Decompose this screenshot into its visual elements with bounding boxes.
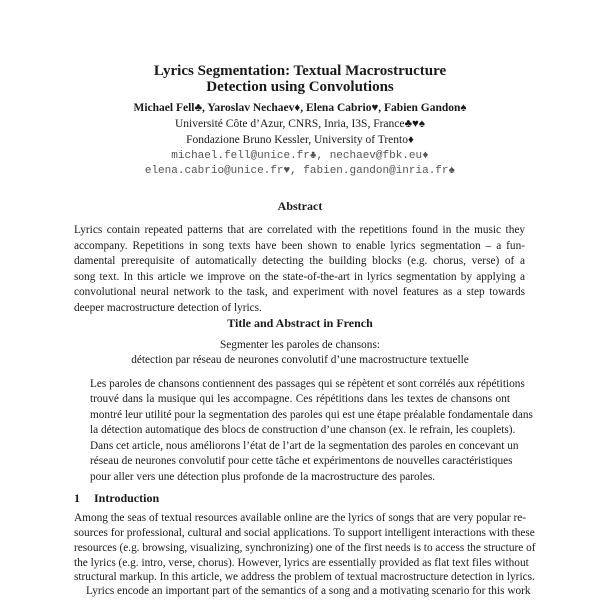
french-abstract-line: montré leur utilité pour la segmentation des paroles qui est une étape préalable fondamentale dans	[90, 409, 533, 421]
emails-line-1: michael.fell@unice.fr♣, nechaev@fbk.eu♦	[171, 150, 429, 162]
french-abstract-line: réseau de neurones convolutif pour cette tâche et expérimentons de nouvelles caractéristiques	[90, 455, 513, 467]
abstract-line: convolutional neural network to the task, and experiment with novel features as a step towards	[74, 286, 525, 298]
intro-line: resources (e.g. browsing, visualizing, synchronizing) one of the first needs is to access the structure of	[74, 542, 536, 554]
authors: Michael Fell♣, Yaroslav Nechaev♦, Elena Cabrio♥, Fabien Gandon♠	[133, 102, 467, 114]
affiliation-2: Fondazione Bruno Kessler, University of Trento♦	[186, 134, 414, 146]
section-title: Introduction	[94, 491, 160, 505]
abstract-line: song text. In this article we improve on the state-of-the-art in lyrics segmentation by applying a	[74, 271, 525, 283]
french-abstract-line: Dans cet article, nous améliorons l’état de l’art de la segmentation des paroles en concevant un	[90, 440, 519, 452]
abstract-heading: Abstract	[277, 199, 323, 213]
emails-line-2: elena.cabrio@unice.fr♥, fabien.gandon@inria.fr♠	[144, 165, 456, 177]
french-abstract-line: trouvé dans la musique qui les accompagne. Ces répétitions dans les textes de chansons ont	[90, 393, 510, 405]
intro-line: sources for professional, cultural and social applications. To support intelligent interactions with these	[74, 527, 535, 539]
section-number: 1	[74, 491, 80, 505]
abstract-line: deeper macrostructure detection of lyrics.	[74, 302, 262, 314]
intro-line: the lyrics (e.g. intro, verse, chorus). However, lyrics are essentially provided as flat text files without	[74, 557, 529, 569]
french-abstract-line: la détection automatique des blocs de construction d’une chanson (ex. le refrain, les couplets).	[90, 424, 516, 436]
french-abstract-line: pour aller vers une détection plus profonde de la macrostructure des paroles.	[90, 471, 436, 483]
intro-line: structural markup. In this article, we address the problem of textual macrostructure detection in lyrics.	[74, 571, 535, 583]
abstract-line: Lyrics contain repeated patterns that are correlated with the repetitions found in the music they	[74, 224, 525, 236]
abstract-line: accompany. Repetitions in song texts have been shown to enable lyrics segmentation – a fun-	[74, 240, 525, 252]
intro-line: Among the seas of textual resources available online are the lyrics of songs that are very popular re-	[74, 512, 527, 524]
section-heading-introduction	[74, 491, 159, 506]
abstract-line: damental prerequisite of automatically detecting the building blocks (e.g. chorus, verse) of a	[74, 255, 525, 267]
paper-title-line-1: Lyrics Segmentation: Textual Macrostructure	[153, 63, 447, 79]
affiliation-1: Université Côte d’Azur, CNRS, Inria, I3S, France♣♥♠	[175, 118, 425, 130]
french-title-line-2: détection par réseau de neurones convolutif d’une macrostructure textuelle	[131, 354, 469, 366]
french-heading: Title and Abstract in French	[227, 316, 373, 330]
intro-line: Lyrics encode an important part of the semantics of a song and a motivating scenario for this work	[86, 585, 531, 597]
french-abstract-line: Les paroles de chansons contiennent des passages qui se répètent et sont corrélés aux répétitions	[90, 378, 525, 390]
paper-title-line-2: Detection using Convolutions	[206, 79, 394, 95]
french-title-line-1: Segmenter les paroles de chansons:	[220, 339, 380, 351]
